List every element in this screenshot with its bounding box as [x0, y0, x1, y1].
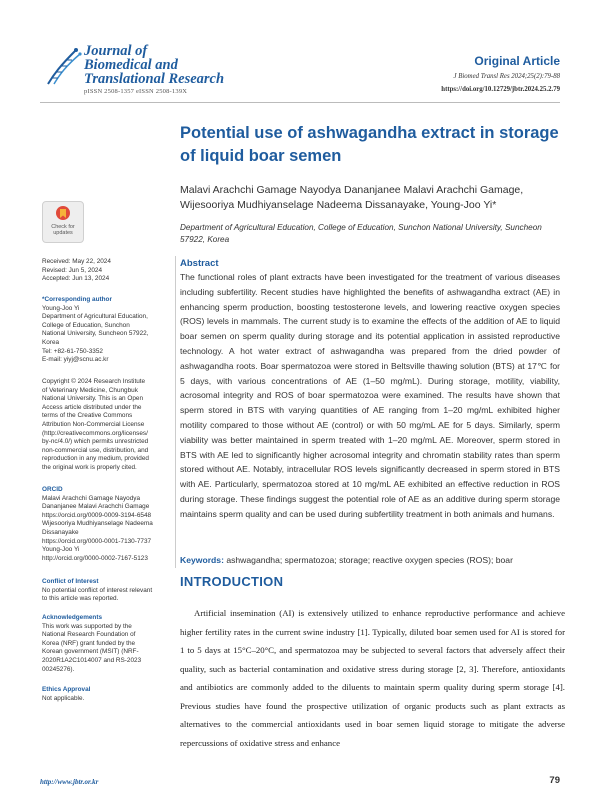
corresponding-line: Young-Joo Yi	[42, 304, 80, 312]
check-for-updates-button[interactable]	[42, 201, 84, 243]
acknowledgements-line: Korea (NRF) grant funded by the	[42, 639, 136, 647]
badge-label-line: Check for	[51, 224, 75, 230]
badge-label-line: updates	[53, 230, 73, 236]
copyright-line: Access article distributed under the	[42, 403, 142, 411]
journal-logo-icon	[40, 44, 84, 88]
copyright-line: reproduction in any medium, provided	[42, 455, 149, 463]
orcid-heading: ORCID	[42, 486, 63, 493]
orcid-link[interactable]: https://orcid.org/0009-0009-3194-6548	[42, 511, 152, 519]
title-line: Potential use of ashwagandha extract in storage	[180, 124, 559, 142]
doi-link[interactable]: https://doi.org/10.12729/jbtr.2024.25.2.79	[441, 86, 560, 93]
ethics-heading: Ethics Approval	[42, 686, 91, 693]
orcid-line: Malavi Arachchi Gamage Nayodya	[42, 494, 141, 502]
corresponding-line: College of Education, Sunchon	[42, 321, 130, 329]
abstract-heading: Abstract	[180, 258, 219, 269]
journal-name-line: Journal of	[84, 43, 148, 59]
introduction-paragraph: Artificial insemination (AI) is extensively utilized to enhance reproductive performance and achieve higher fertility rates in the current swine industry [1]. Typically, diluted boar semen used for AI is stored for 1 to 5 days at 15°C–20°C, and spermatozoa may be subjected to several factors that adversely affect their quality, such as bacterial contamination and oxidative stress during storage [2, 3]. Therefore, antioxidants and antibiotics are commonly added to the diluents to maintain sperm quality during sperm storage [4]. Previous studies have found the prospective utilization of organic products such as plant extracts as alternatives to the commercial antioxidants used in boar semen liquid storage to mitigate the adverse repercussions of oxidative stress and enhance	[180, 608, 565, 748]
author-line: Malavi Arachchi Gamage Nayodya Dananjanee Malavi Arachchi Gamage,	[180, 184, 524, 196]
bookmark-icon	[55, 205, 71, 223]
corresponding-line: National University, Suncheon 57922,	[42, 330, 149, 338]
affiliation-line: 57922, Korea	[180, 234, 230, 244]
acknowledgements-line: Korean government (MSIT) (NRF-	[42, 648, 139, 656]
acknowledgements-heading: Acknowledgements	[42, 614, 103, 621]
license-link[interactable]: (http://creativecommons.org/licenses/	[42, 429, 148, 437]
orcid-line: Young-Joo Yi	[42, 546, 80, 554]
authors	[180, 183, 570, 212]
introduction-text	[180, 604, 565, 752]
revised-date: Revised: Jun 5, 2024	[42, 266, 103, 274]
issn: pISSN 2508-1357 eISSN 2508-139X	[84, 88, 188, 95]
title-line: of liquid boar semen	[180, 147, 342, 165]
ethics-block	[42, 686, 167, 703]
copyright-block	[42, 378, 167, 473]
introduction-heading: INTRODUCTION	[180, 574, 284, 589]
header-divider	[40, 102, 560, 103]
orcid-block	[42, 486, 167, 563]
keywords	[180, 555, 570, 565]
copyright-line: by-nc/4.0/) which permits unrestricted	[42, 438, 149, 446]
acknowledgements-line: 2020R1A2C1014007 and RS-2023	[42, 656, 142, 664]
orcid-line: Dissanayake	[42, 528, 79, 536]
badge-label	[43, 224, 83, 236]
corresponding-line: Department of Agricultural Education,	[42, 313, 148, 321]
abstract-divider	[175, 256, 176, 568]
received-date: Received: May 22, 2024	[42, 258, 111, 265]
conflict-heading: Conflict of Interest	[42, 578, 99, 585]
corresponding-line: Tel: +82-61-750-3352	[42, 347, 103, 355]
conflict-line: to this article was reported.	[42, 595, 119, 603]
copyright-line: Attribution Non-Commercial License	[42, 420, 145, 428]
copyright-line: National University. This is an Open	[42, 395, 143, 403]
corresponding-line: Korea	[42, 338, 60, 346]
keywords-text: ashwagandha; spermatozoa; storage; reactive oxygen species (ROS); boar	[223, 555, 513, 565]
keywords-label: Keywords:	[180, 555, 224, 565]
orcid-line: Dananjanee Malavi Arachchi Gamage	[42, 503, 150, 511]
journal-name-line: Translational Research	[84, 71, 225, 87]
copyright-line: Copyright © 2024 Research Institute	[42, 378, 146, 385]
corresponding-heading: *Corresponding author	[42, 296, 112, 303]
acknowledgements-line: National Research Foundation of	[42, 631, 136, 639]
accepted-date: Accepted: Jun 13, 2024	[42, 275, 110, 283]
author-line: Wijesooriya Mudhiyanselage Nadeema Dissanayake, Young-Joo Yi*	[180, 198, 497, 211]
footer-url[interactable]: http://www.jbtr.or.kr	[40, 778, 99, 786]
copyright-line: non-commercial use, distribution, and	[42, 446, 149, 454]
article-title	[180, 122, 570, 168]
abstract-text: The functional roles of plant extracts have been investigated for the treatment of various diseases including subfertility. Recent studies have highlighted the benefits of ashwagandha extract (AE) in enhancing sperm production, boosting testosterone levels, and lowering reactive oxygen species (ROS) levels in mammals. The current study is to examine the effects of the addition of AE to liquid boar semen on sperm quality during storage and its potential application in assisted reproductive technology. A hot water extract of ashwagandha was prepared from the dried powder of ashwagandha roots. Boar spermatozoa were stored in Beltsville thawing solution (BTS) at 17℃ for 5 days, with various concentrations of AE (1–50 mg/mL). During storage, motility, viability, acrosomal integrity and ROS of boar spermatozoa were examined. The results have shown that sperm stored in BTS with varying quantities of AE ranging from 1–20 mg/mL exhibited higher motility compared to those without AE (control) or with 50 mg/mL AE for 5 days. Similarly, sperm viability was better maintained in sperm treated with 1–20 mg/mL AE. Moreover, sperm stored in BTS with AE led to significantly higher acrosomal integrity and chromatin stability rates than sperm stored without AE. Notably, intracellular ROS levels significantly decreased in sperm stored in BTS with AE. Particularly, spermatozoa stored at 10 mg/mL AE exhibited an effective reduction in ROS during storage. These findings suggest the potential role of AE as an additive during sperm storage maintains sperm quality and can be used during subfertility treatment in both animals and humans.	[180, 272, 560, 519]
orcid-link[interactable]: https://orcid.org/0000-0001-7130-7737	[42, 537, 152, 545]
orcid-link[interactable]: http://orcid.org/0000-0002-7167-5123	[42, 554, 148, 562]
acknowledgements-block	[42, 614, 167, 674]
email-link[interactable]: E-mail: yiyj@scnu.ac.kr	[42, 356, 109, 364]
acknowledgements-line: 00245276).	[42, 665, 75, 673]
copyright-line: the original work is properly cited.	[42, 463, 137, 471]
affiliation-line: Department of Agricultural Education, College of Education, Sunchon National University, Suncheon	[180, 223, 542, 232]
citation: J Biomed Transl Res 2024;25(2):79-88	[453, 73, 560, 80]
page-number: 79	[549, 775, 560, 786]
article-type: Original Article	[474, 54, 560, 68]
conflict-block	[42, 578, 167, 604]
dates-block	[42, 258, 167, 284]
copyright-line: terms of the Creative Commons	[42, 412, 133, 420]
corresponding-author-block	[42, 296, 167, 365]
journal-name	[84, 44, 224, 86]
acknowledgements-line: This work was supported by the	[42, 622, 132, 630]
conflict-line: No potential conflict of interest relevant	[42, 586, 153, 594]
journal-name-line: Biomedical and	[84, 57, 178, 73]
copyright-line: of Veterinary Medicine, Chungbuk	[42, 386, 138, 394]
affiliation	[180, 222, 570, 245]
ethics-line: Not applicable.	[42, 694, 85, 702]
orcid-line: Wijesooriya Mudhiyanselage Nadeema	[42, 520, 153, 528]
